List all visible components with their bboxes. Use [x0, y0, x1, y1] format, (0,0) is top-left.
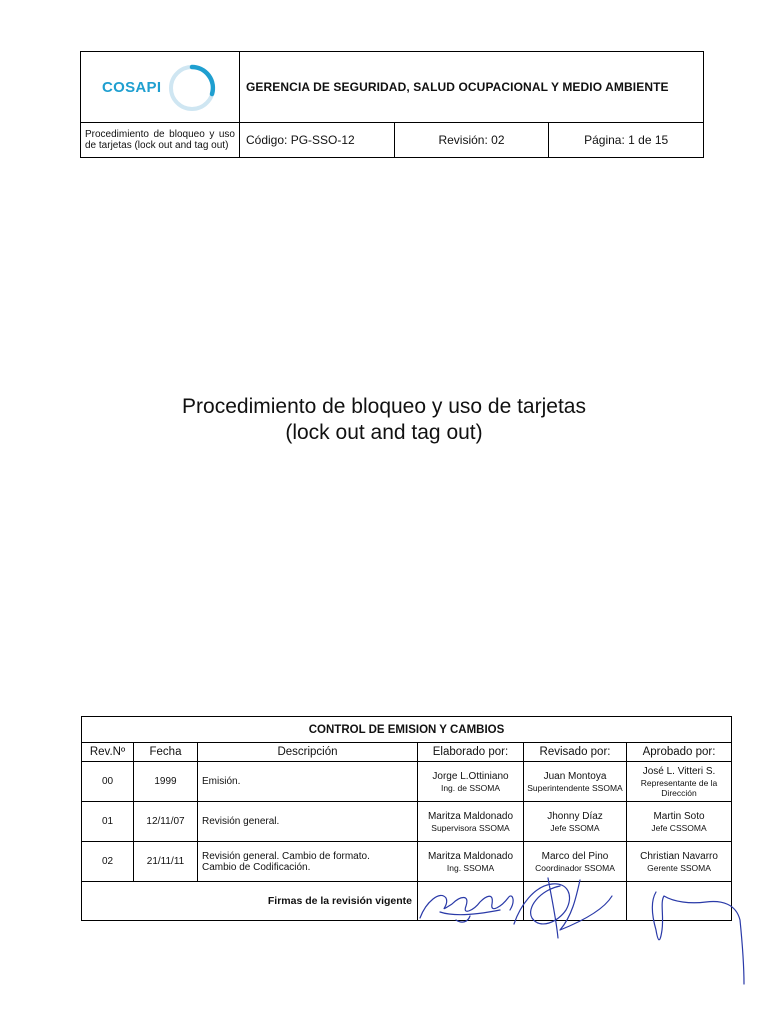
column-header: Descripción: [198, 743, 418, 762]
person-name: Maritza Maldonado: [427, 850, 514, 862]
person-name: Christian Navarro: [640, 850, 718, 862]
rev-number: 01: [82, 802, 134, 842]
person-role: Coordinador SSOMA: [535, 862, 615, 873]
approved-by: [627, 842, 732, 882]
rev-number: 00: [82, 762, 134, 802]
signature-prepared: [418, 882, 524, 921]
description-line: Revisión general.: [202, 816, 280, 827]
person-name: Jorge L.Ottiniano: [432, 770, 509, 782]
column-header: Elaborado por:: [418, 743, 524, 762]
prepared-by: [418, 802, 524, 842]
rev-description: [198, 802, 418, 842]
prepared-by: [418, 842, 524, 882]
control-table-title: CONTROL DE EMISION Y CAMBIOS: [82, 717, 732, 743]
reviewed-by: [524, 842, 627, 882]
document-header: [80, 51, 704, 158]
organization-name: GERENCIA DE SEGURIDAD, SALUD OCUPACIONAL Y MEDIO AMBIENTE: [240, 52, 704, 123]
logo-wordmark: COSAPI: [102, 79, 162, 96]
signature-reviewed: [524, 882, 627, 921]
rev-date: 12/11/07: [134, 802, 198, 842]
revision-number: Revisión: 02: [394, 123, 549, 158]
rev-date: 1999: [134, 762, 198, 802]
person-role: Representante de la Dirección: [640, 777, 718, 798]
title-line-2: (lock out and tag out): [285, 421, 483, 444]
person-role: Superintendente SSOMA: [527, 782, 623, 793]
logo-ring-icon: [167, 63, 217, 113]
signature-approved: [627, 882, 732, 921]
control-table: [81, 716, 732, 921]
description-line: Cambio de Codificación.: [202, 861, 311, 873]
approved-by: [627, 762, 732, 802]
page-number: Página: 1 de 15: [549, 123, 704, 158]
column-header: Rev.Nº: [82, 743, 134, 762]
procedure-name: Procedimiento de bloqueo y uso de tarjetas (lock out and tag out): [81, 123, 240, 158]
rev-description: [198, 762, 418, 802]
person-role: Ing. SSOMA: [446, 862, 495, 873]
signatures-label: Firmas de la revisión vigente: [82, 882, 418, 921]
person-role: Ing. de SSOMA: [440, 782, 501, 793]
person-name: José L. Vitteri S.: [642, 765, 716, 777]
rev-date: 21/11/11: [134, 842, 198, 882]
person-name: Maritza Maldonado: [427, 810, 514, 822]
person-name: Martin Soto: [653, 810, 705, 822]
table-row: [82, 842, 732, 882]
person-role: Jefe CSSOMA: [651, 822, 707, 833]
company-logo: [81, 52, 240, 123]
description-line: Revisión general. Cambio de formato.: [202, 850, 370, 862]
document-title: [0, 394, 768, 446]
description-line: Emisión.: [202, 776, 241, 787]
person-role: Gerente SSOMA: [647, 862, 711, 873]
rev-description: [198, 842, 418, 882]
column-header: Fecha: [134, 743, 198, 762]
column-header: Aprobado por:: [627, 743, 732, 762]
table-row: [82, 762, 732, 802]
reviewed-by: [524, 762, 627, 802]
person-role: Supervisora SSOMA: [431, 822, 510, 833]
person-role: Jefe SSOMA: [550, 822, 600, 833]
reviewed-by: [524, 802, 627, 842]
document-code: Código: PG-SSO-12: [240, 123, 395, 158]
approved-by: [627, 802, 732, 842]
table-row: [82, 802, 732, 842]
column-header: Revisado por:: [524, 743, 627, 762]
person-name: Jhonny Díaz: [547, 810, 603, 822]
person-name: Marco del Pino: [541, 850, 609, 862]
person-name: Juan Montoya: [543, 770, 607, 782]
title-line-1: Procedimiento de bloqueo y uso de tarjetas: [182, 395, 586, 418]
prepared-by: [418, 762, 524, 802]
rev-number: 02: [82, 842, 134, 882]
